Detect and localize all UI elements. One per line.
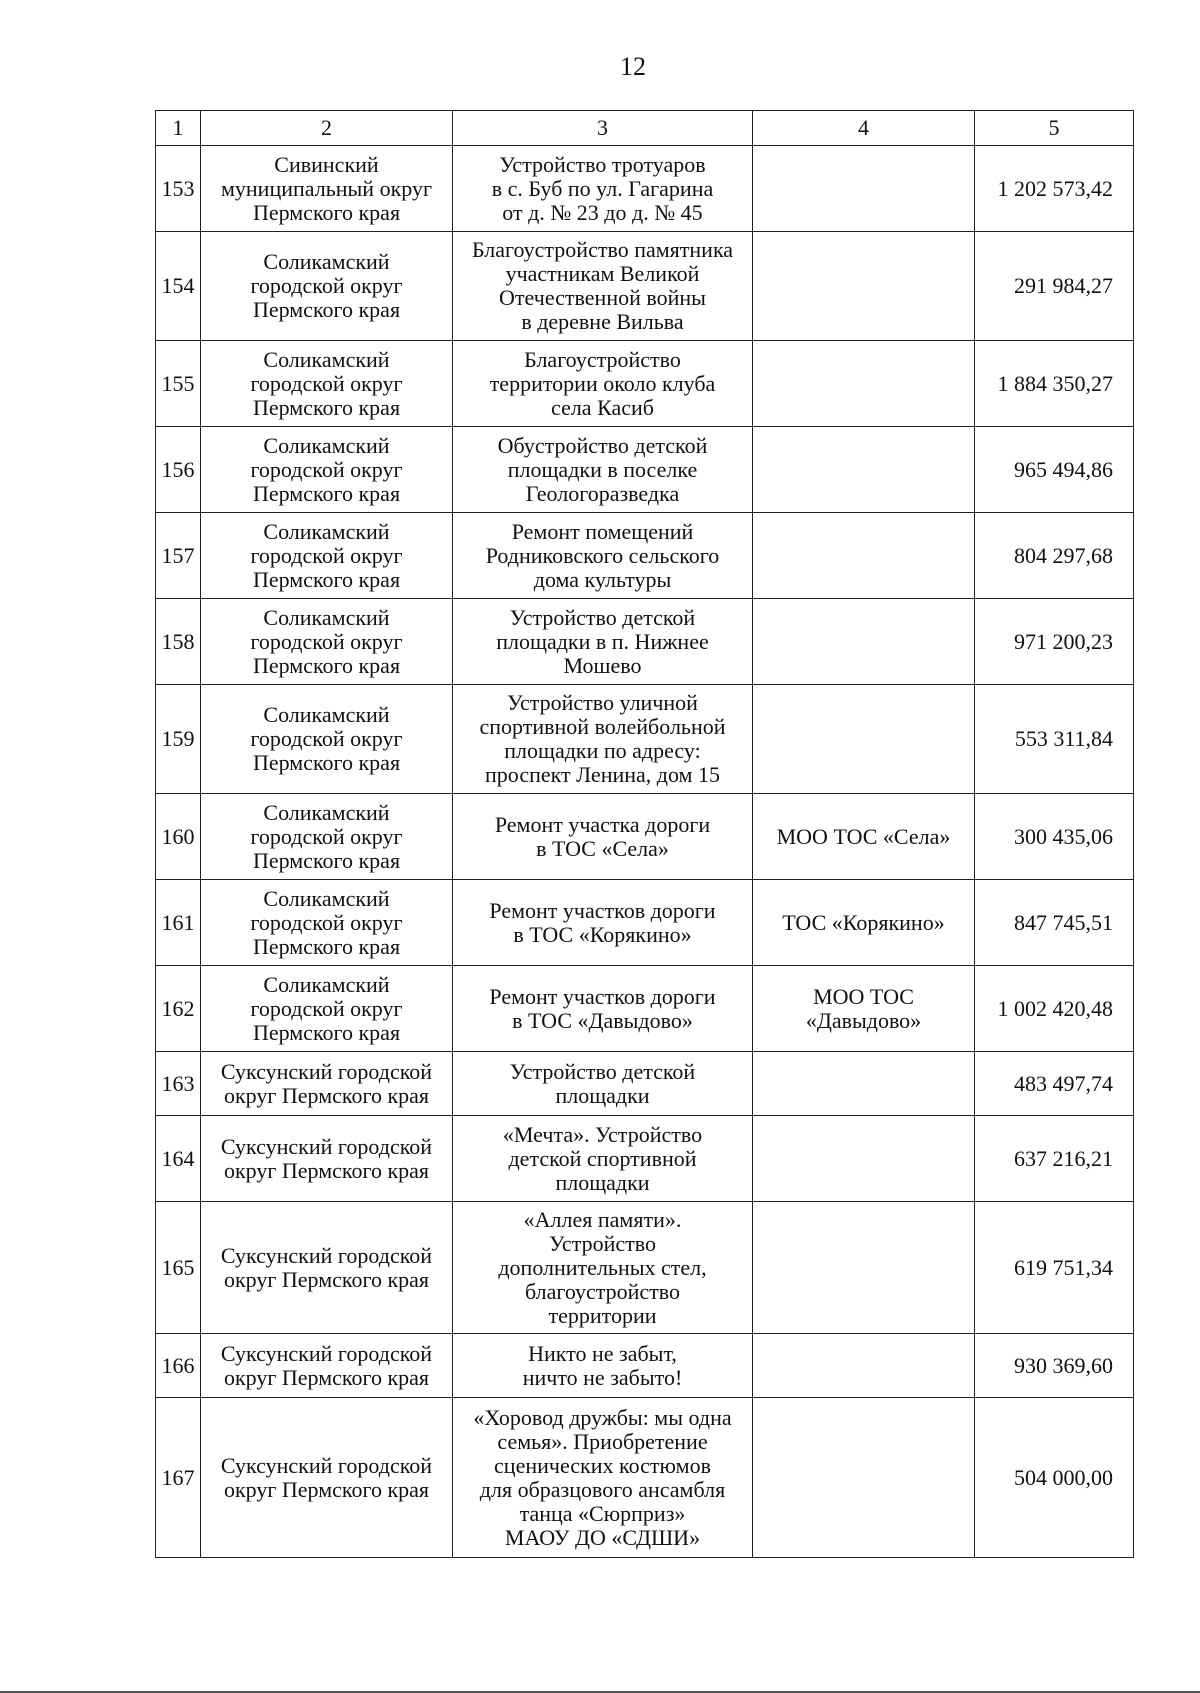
header-cell-2: 2 bbox=[201, 111, 453, 146]
project-cell: «Мечта». Устройство детской спортивной площадки bbox=[453, 1116, 753, 1202]
table-row bbox=[156, 1202, 1134, 1334]
row-number: 161 bbox=[156, 880, 201, 966]
page-number: 12 bbox=[620, 52, 646, 81]
project-cell: Устройство детской площадки в п. Нижнее Мошево bbox=[453, 599, 753, 685]
municipality-cell: Соликамский городской округ Пермского края bbox=[201, 513, 453, 599]
municipality-cell: Соликамский городской округ Пермского края bbox=[201, 966, 453, 1052]
header-cell-4: 4 bbox=[753, 111, 975, 146]
initiator-cell bbox=[753, 1334, 975, 1398]
row-number: 156 bbox=[156, 427, 201, 513]
row-number: 167 bbox=[156, 1398, 201, 1558]
table-row bbox=[156, 1398, 1134, 1558]
initiator-cell bbox=[753, 513, 975, 599]
project-cell: Устройство детской площадки bbox=[453, 1052, 753, 1116]
row-number: 158 bbox=[156, 599, 201, 685]
table-row bbox=[156, 966, 1134, 1052]
initiator-cell: ТОС «Корякино» bbox=[753, 880, 975, 966]
project-cell: Устройство уличной спортивной волейбольной площадки по адресу: проспект Ленина, дом 15 bbox=[453, 685, 753, 794]
row-number: 165 bbox=[156, 1202, 201, 1334]
table-row bbox=[156, 685, 1134, 794]
row-number: 164 bbox=[156, 1116, 201, 1202]
table-row bbox=[156, 513, 1134, 599]
amount-cell: 637 216,21 bbox=[975, 1116, 1134, 1202]
row-number: 153 bbox=[156, 146, 201, 232]
amount-cell: 804 297,68 bbox=[975, 513, 1134, 599]
project-cell: Обустройство детской площадки в поселке Геологоразведка bbox=[453, 427, 753, 513]
amount-cell: 965 494,86 bbox=[975, 427, 1134, 513]
row-number: 162 bbox=[156, 966, 201, 1052]
amount-cell: 930 369,60 bbox=[975, 1334, 1134, 1398]
municipality-cell: Суксунский городской округ Пермского края bbox=[201, 1116, 453, 1202]
municipality-cell: Соликамский городской округ Пермского края bbox=[201, 232, 453, 341]
municipality-cell: Соликамский городской округ Пермского края bbox=[201, 599, 453, 685]
initiator-cell: МОО ТОС «Давыдово» bbox=[753, 966, 975, 1052]
project-cell: «Аллея памяти». Устройство дополнительных стел, благоустройство территории bbox=[453, 1202, 753, 1334]
table-row bbox=[156, 1334, 1134, 1398]
initiator-cell bbox=[753, 599, 975, 685]
municipality-cell: Суксунский городской округ Пермского края bbox=[201, 1202, 453, 1334]
row-number: 154 bbox=[156, 232, 201, 341]
initiator-cell bbox=[753, 1202, 975, 1334]
row-number: 163 bbox=[156, 1052, 201, 1116]
table-row bbox=[156, 1052, 1134, 1116]
amount-cell: 504 000,00 bbox=[975, 1398, 1134, 1558]
header-cell-3: 3 bbox=[453, 111, 753, 146]
initiator-cell bbox=[753, 1116, 975, 1202]
initiator-cell bbox=[753, 232, 975, 341]
row-number: 160 bbox=[156, 794, 201, 880]
table-row bbox=[156, 1116, 1134, 1202]
amount-cell: 291 984,27 bbox=[975, 232, 1134, 341]
initiator-cell bbox=[753, 1398, 975, 1558]
municipality-cell: Суксунский городской округ Пермского края bbox=[201, 1334, 453, 1398]
municipality-cell: Сивинский муниципальный округ Пермского края bbox=[201, 146, 453, 232]
initiator-cell bbox=[753, 427, 975, 513]
amount-cell: 847 745,51 bbox=[975, 880, 1134, 966]
municipality-cell: Соликамский городской округ Пермского края bbox=[201, 685, 453, 794]
initiator-cell: МОО ТОС «Села» bbox=[753, 794, 975, 880]
municipality-cell: Суксунский городской округ Пермского края bbox=[201, 1398, 453, 1558]
amount-cell: 1 002 420,48 bbox=[975, 966, 1134, 1052]
amount-cell: 1 202 573,42 bbox=[975, 146, 1134, 232]
table-row bbox=[156, 146, 1134, 232]
header-cell-5: 5 bbox=[975, 111, 1134, 146]
amount-cell: 1 884 350,27 bbox=[975, 341, 1134, 427]
project-cell: Ремонт участков дороги в ТОС «Корякино» bbox=[453, 880, 753, 966]
project-cell: Ремонт помещений Родниковского сельского дома культуры bbox=[453, 513, 753, 599]
project-cell: Благоустройство территории около клуба села Касиб bbox=[453, 341, 753, 427]
project-cell: «Хоровод дружбы: мы одна семья». Приобретение сценических костюмов для образцового ансамбля танца «Сюрприз» МАОУ ДО «СДШИ» bbox=[453, 1398, 753, 1558]
row-number: 166 bbox=[156, 1334, 201, 1398]
table-row bbox=[156, 427, 1134, 513]
municipality-cell: Соликамский городской округ Пермского края bbox=[201, 427, 453, 513]
initiator-cell bbox=[753, 685, 975, 794]
row-number: 159 bbox=[156, 685, 201, 794]
amount-cell: 300 435,06 bbox=[975, 794, 1134, 880]
table-row bbox=[156, 232, 1134, 341]
amount-cell: 619 751,34 bbox=[975, 1202, 1134, 1334]
amount-cell: 553 311,84 bbox=[975, 685, 1134, 794]
header-cell-1: 1 bbox=[156, 111, 201, 146]
row-number: 155 bbox=[156, 341, 201, 427]
table-row bbox=[156, 794, 1134, 880]
municipality-cell: Соликамский городской округ Пермского края bbox=[201, 341, 453, 427]
initiator-cell bbox=[753, 1052, 975, 1116]
row-number: 157 bbox=[156, 513, 201, 599]
funding-table bbox=[155, 110, 1134, 1558]
municipality-cell: Соликамский городской округ Пермского края bbox=[201, 880, 453, 966]
project-cell: Устройство тротуаров в с. Буб по ул. Гагарина от д. № 23 до д. № 45 bbox=[453, 146, 753, 232]
initiator-cell bbox=[753, 341, 975, 427]
project-cell: Благоустройство памятника участникам Великой Отечественной войны в деревне Вильва bbox=[453, 232, 753, 341]
initiator-cell bbox=[753, 146, 975, 232]
municipality-cell: Соликамский городской округ Пермского края bbox=[201, 794, 453, 880]
table-row bbox=[156, 341, 1134, 427]
project-cell: Никто не забыт, ничто не забыто! bbox=[453, 1334, 753, 1398]
amount-cell: 483 497,74 bbox=[975, 1052, 1134, 1116]
table-header-row bbox=[156, 111, 1134, 146]
project-cell: Ремонт участков дороги в ТОС «Давыдово» bbox=[453, 966, 753, 1052]
municipality-cell: Суксунский городской округ Пермского края bbox=[201, 1052, 453, 1116]
project-cell: Ремонт участка дороги в ТОС «Села» bbox=[453, 794, 753, 880]
amount-cell: 971 200,23 bbox=[975, 599, 1134, 685]
table-row bbox=[156, 880, 1134, 966]
table-row bbox=[156, 599, 1134, 685]
